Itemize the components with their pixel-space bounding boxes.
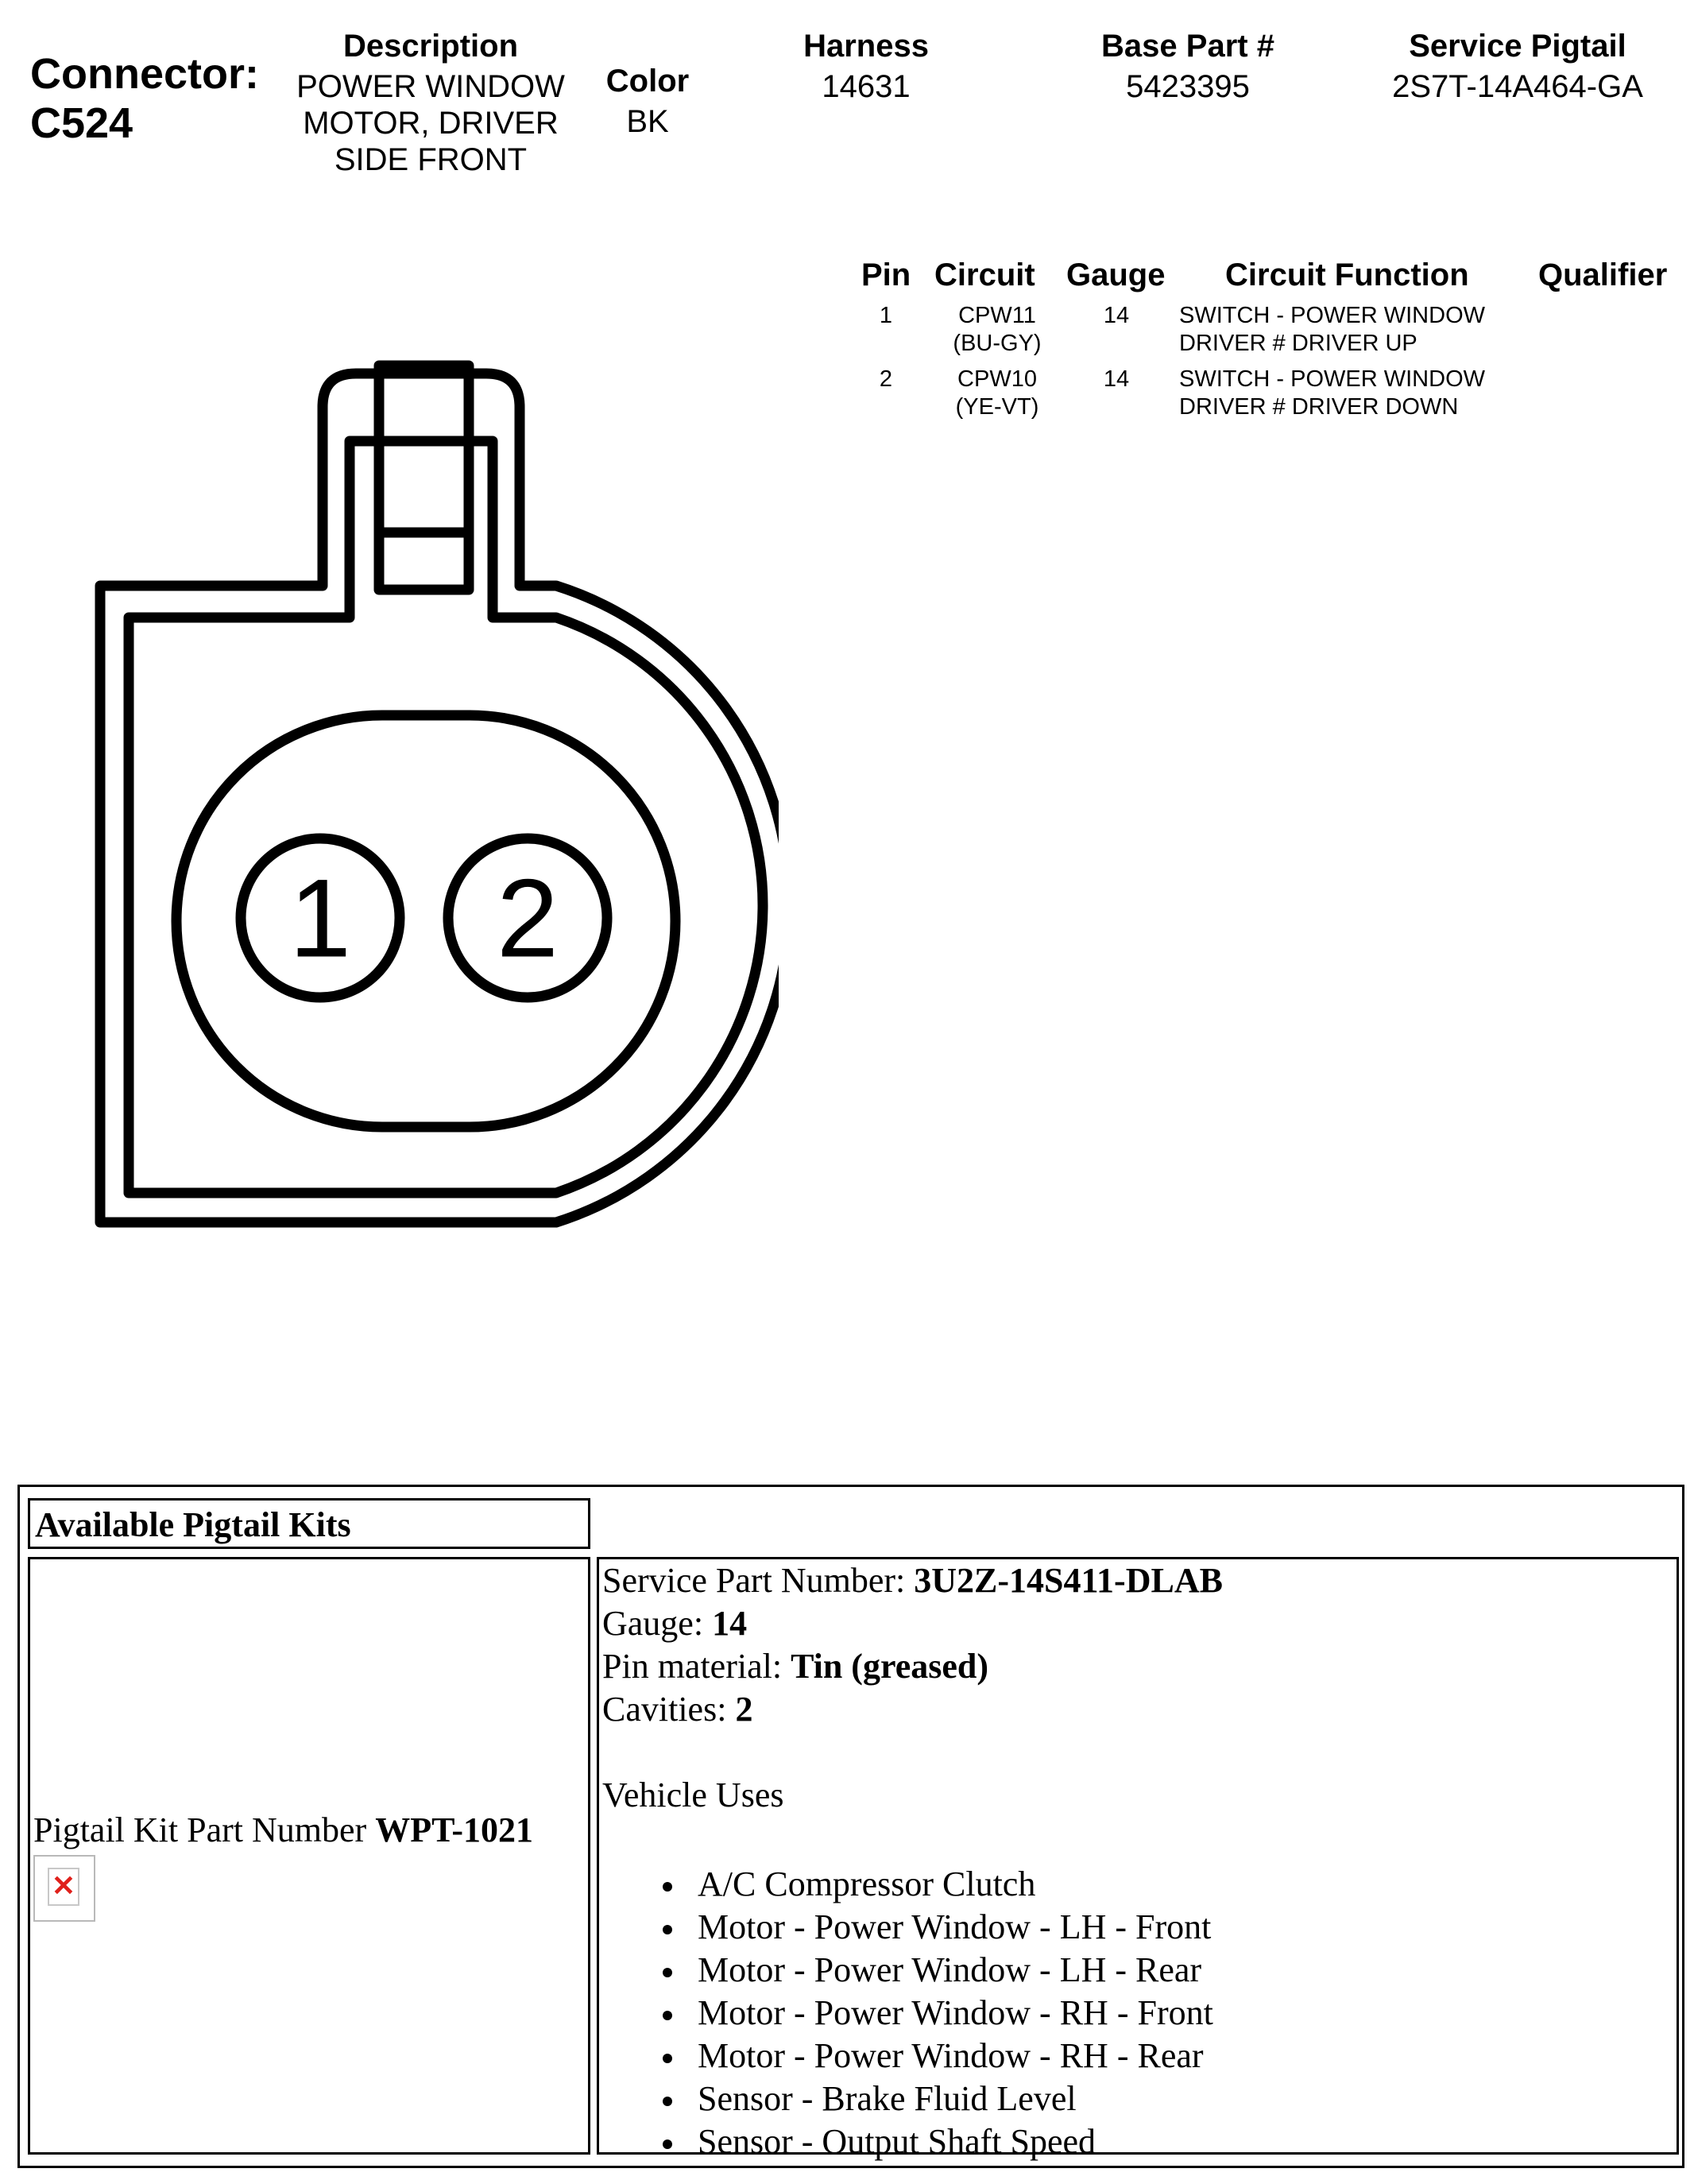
broken-image-icon — [33, 1855, 95, 1922]
list-item: Motor - Power Window - LH - Rear — [599, 1949, 1213, 1992]
list-item: A/C Compressor Clutch — [599, 1863, 1213, 1906]
gauge-value: 14 — [1103, 366, 1130, 392]
circuit-function-line-2: DRIVER # DRIVER UP — [1179, 331, 1417, 356]
base-part-label: Base Part # — [1101, 29, 1274, 64]
description-label: Description — [342, 29, 519, 64]
list-item: Motor - Power Window - RH - Rear — [599, 2035, 1213, 2078]
circuit-function — [1179, 366, 1561, 421]
service-pigtail-column — [1351, 24, 1684, 105]
description-column — [280, 24, 582, 178]
harness-value: 14631 — [822, 69, 911, 104]
circuit-id: CPW11 — [958, 303, 1036, 328]
housing-inner-outline — [129, 441, 763, 1193]
pin-2-label: 2 — [497, 855, 559, 981]
close-icon: ✕ — [48, 1868, 79, 1906]
list-item: Sensor - Output Shaft Speed — [599, 2120, 1213, 2163]
service-part-number: Service Part Number: 3U2Z-14S411-DLAB — [602, 1561, 1223, 1600]
circuit-function-header: Circuit Function — [1225, 258, 1469, 292]
color-value: BK — [626, 104, 669, 139]
circuit-cell — [930, 366, 1065, 421]
pigtail-kit-part-cell — [28, 1557, 590, 2155]
description-line-3: SIDE FRONT — [334, 142, 528, 177]
circuit-header: Circuit — [934, 258, 1035, 292]
connector-label: Connector: — [30, 50, 259, 98]
wire-color: (YE-VT) — [955, 394, 1039, 420]
list-item: Sensor - Brake Fluid Level — [599, 2078, 1213, 2120]
pin-1-label: 1 — [289, 855, 351, 981]
table-row — [842, 302, 1684, 366]
gauge-value: 14 — [1103, 303, 1130, 328]
description-line-1: POWER WINDOW — [296, 69, 565, 104]
housing-outer-outline — [100, 374, 779, 1222]
pigtail-kit-details-cell — [597, 1557, 1679, 2161]
list-item: Motor - Power Window - LH - Front — [599, 1906, 1213, 1949]
connector-diagram — [0, 334, 779, 1256]
circuit-function — [1179, 302, 1561, 358]
kit-gauge: Gauge: 14 — [602, 1604, 748, 1643]
pigtail-kits-table — [17, 1485, 1684, 2168]
harness-column — [763, 24, 969, 105]
wire-color: (BU-GY) — [953, 331, 1042, 356]
base-part-value: 5423395 — [1126, 69, 1250, 104]
pin-number: 2 — [879, 366, 893, 392]
color-column — [588, 59, 707, 140]
cavities: Cavities: 2 — [602, 1690, 753, 1729]
description-line-2: MOTOR, DRIVER — [303, 106, 559, 141]
vehicle-uses-list — [599, 1863, 1213, 2163]
pigtail-kits-header-cell — [28, 1498, 590, 1549]
circuit-function-line-2: DRIVER # DRIVER DOWN — [1179, 394, 1459, 420]
pin-material: Pin material: Tin (greased) — [602, 1647, 989, 1686]
connector-id: C524 — [30, 99, 133, 147]
gauge-header: Gauge — [1066, 258, 1166, 292]
pin-header: Pin — [861, 258, 911, 292]
pin-cavity-oval — [176, 715, 675, 1127]
qualifier-header: Qualifier — [1538, 258, 1668, 292]
list-item: Motor - Power Window - RH - Front — [599, 1992, 1213, 2035]
harness-label: Harness — [803, 29, 929, 64]
base-part-column — [1065, 24, 1311, 105]
color-label: Color — [605, 64, 690, 99]
vehicle-uses-title: Vehicle Uses — [602, 1775, 784, 1814]
pigtail-kits-title: Available Pigtail Kits — [35, 1505, 351, 1544]
pin-number: 1 — [879, 303, 893, 328]
locking-tab-slot — [379, 441, 469, 590]
pigtail-kit-part — [33, 1809, 533, 1852]
connector-title — [30, 49, 259, 148]
service-pigtail-value: 2S7T-14A464-GA — [1392, 69, 1643, 104]
circuit-id: CPW10 — [957, 366, 1037, 392]
pigtail-kit-specs — [602, 1559, 1223, 1731]
pigtail-kit-part-label: Pigtail Kit Part Number — [33, 1810, 376, 1849]
circuit-cell — [930, 302, 1065, 358]
table-row — [842, 366, 1684, 429]
service-pigtail-label: Service Pigtail — [1409, 29, 1626, 64]
pigtail-kit-part-number: WPT-1021 — [375, 1810, 534, 1849]
circuit-function-line-1: SWITCH - POWER WINDOW — [1179, 366, 1486, 392]
circuit-function-line-1: SWITCH - POWER WINDOW — [1179, 303, 1486, 328]
